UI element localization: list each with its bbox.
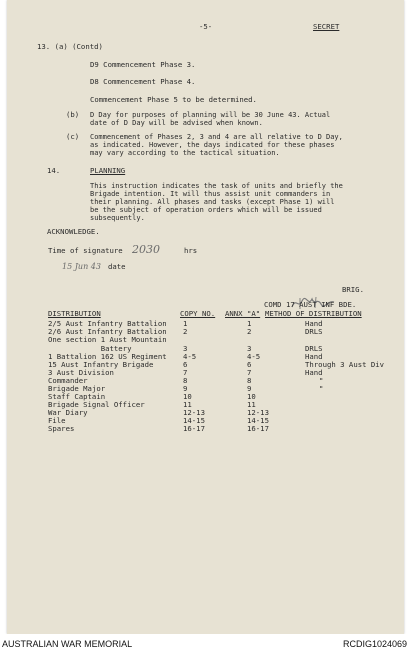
dist-cell: DRLS <box>305 327 323 336</box>
document-page <box>7 0 404 634</box>
dist-cell: 14-15 <box>183 416 205 425</box>
dist-cell: Hand <box>305 319 323 328</box>
dist-cell: 10 <box>183 392 192 401</box>
dist-cell: 11 <box>247 400 256 409</box>
sub-c-label: (c) <box>66 132 80 141</box>
dist-cell: " <box>319 376 324 385</box>
dist-cell: DRLS <box>305 344 323 353</box>
dist-cell: 3 Aust Division <box>48 368 114 377</box>
dist-cell: Hand <box>305 368 323 377</box>
para-14-title: PLANNING <box>90 166 126 175</box>
handwritten-date: 15 Jun 43 <box>62 262 101 271</box>
dist-cell: Through 3 Aust Div <box>305 360 385 369</box>
dist-cell: 4-5 <box>247 352 261 361</box>
dist-cell: Staff Captain <box>48 392 106 401</box>
table-row <box>7 409 404 417</box>
time-of-signature-value: 2030 <box>132 243 160 256</box>
dist-cell: Brigade Major <box>48 384 106 393</box>
para-14-line-5: subsequently. <box>90 214 145 222</box>
dist-cell: Commander <box>48 376 88 385</box>
dist-cell: 8 <box>247 376 252 385</box>
table-row <box>7 425 404 433</box>
dist-cell: 6 <box>247 360 252 369</box>
sub-c-line-2: as indicated. However, the days indicated for these phases <box>90 141 335 149</box>
dist-cell: 12-13 <box>247 408 269 417</box>
sub-c-line-1: Commencement of Phases 2, 3 and 4 are all relative to D Day, <box>90 133 343 141</box>
dist-cell: 16-17 <box>183 424 205 433</box>
dist-cell: 3 <box>247 344 252 353</box>
page-number: -5- <box>199 22 213 31</box>
dist-cell: 2/6 Aust Infantry Battalion <box>48 327 167 336</box>
sub-b-label: (b) <box>66 110 80 119</box>
para-14-line-3: their planning. All phases and tasks (except Phase 1) will <box>90 198 335 206</box>
sub-b-line-2: date of D Day will be advised when known. <box>90 119 263 127</box>
para-13-heading: 13. (a) (Contd) <box>37 42 103 51</box>
dist-cell: War Diary <box>48 408 88 417</box>
dist-cell: 2/5 Aust Infantry Battalion <box>48 319 167 328</box>
dist-cell: Battery <box>48 344 132 353</box>
dist-cell: 1 Battalion 162 US Regiment <box>48 352 167 361</box>
dist-cell: 1 <box>183 319 188 328</box>
dist-cell: " <box>319 384 324 393</box>
sub-b-line-1: D Day for purposes of planning will be 30 June 43. Actual <box>90 111 331 119</box>
archive-footer <box>0 634 411 653</box>
dist-cell: Spares <box>48 424 75 433</box>
dist-cell: 15 Aust Infantry Brigade <box>48 360 154 369</box>
hrs-label: hrs <box>184 246 198 255</box>
footer-source: AUSTRALIAN WAR MEMORIAL <box>2 639 133 649</box>
dist-cell: 9 <box>183 384 188 393</box>
dist-header-copy-no: COPY NO. <box>180 309 216 318</box>
para-14-line-2: Brigade intention. It will thus assist unit commanders in <box>90 190 331 198</box>
table-row <box>7 336 404 344</box>
dist-cell: 8 <box>183 376 188 385</box>
date-label: date <box>108 262 126 271</box>
dist-cell: 11 <box>183 400 192 409</box>
dist-cell: 7 <box>183 368 188 377</box>
dist-cell: 2 <box>247 327 252 336</box>
dist-cell: 6 <box>183 360 188 369</box>
signature-appointment: COMD 17 AUST INF BDE. <box>264 300 357 309</box>
dist-cell: 2 <box>183 327 188 336</box>
dist-cell: 3 <box>183 344 188 353</box>
para-14-line-1: This instruction indicates the task of units and briefly the <box>90 182 343 190</box>
dist-header-method: METHOD OF DISTRIBUTION <box>265 309 362 318</box>
dist-header-annx: ANNX "A" <box>225 309 261 318</box>
dist-cell: 16-17 <box>247 424 269 433</box>
d9-line: D9 Commencement Phase 3. <box>90 60 196 69</box>
dist-cell: 7 <box>247 368 252 377</box>
phase5-line: Commencement Phase 5 to be determined. <box>90 95 257 104</box>
dist-cell: Brigade Signal Officer <box>48 400 145 409</box>
signature-rank: BRIG. <box>342 285 364 294</box>
dist-cell: 12-13 <box>183 408 205 417</box>
dist-cell: 14-15 <box>247 416 269 425</box>
dist-cell: Hand <box>305 352 323 361</box>
dist-cell: 4-5 <box>183 352 197 361</box>
time-of-signature-label: Time of signature <box>48 246 123 255</box>
sub-c-line-3: may vary according to the tactical situation. <box>90 149 280 157</box>
dist-cell: 9 <box>247 384 252 393</box>
dist-header-distribution: DISTRIBUTION <box>48 309 101 318</box>
acknowledge-label: ACKNOWLEDGE. <box>47 227 100 236</box>
para-14-number: 14. <box>47 166 61 175</box>
dist-cell: 1 <box>247 319 252 328</box>
footer-record-id: RCDIG1024069 <box>342 639 407 649</box>
dist-cell: File <box>48 416 66 425</box>
d8-line: D8 Commencement Phase 4. <box>90 77 196 86</box>
dist-cell: 10 <box>247 392 256 401</box>
para-14-line-4: be the subject of operation orders which will be issued <box>90 206 322 214</box>
dist-cell: One section 1 Aust Mountain <box>48 335 167 344</box>
classification-marking: SECRET <box>313 22 340 31</box>
